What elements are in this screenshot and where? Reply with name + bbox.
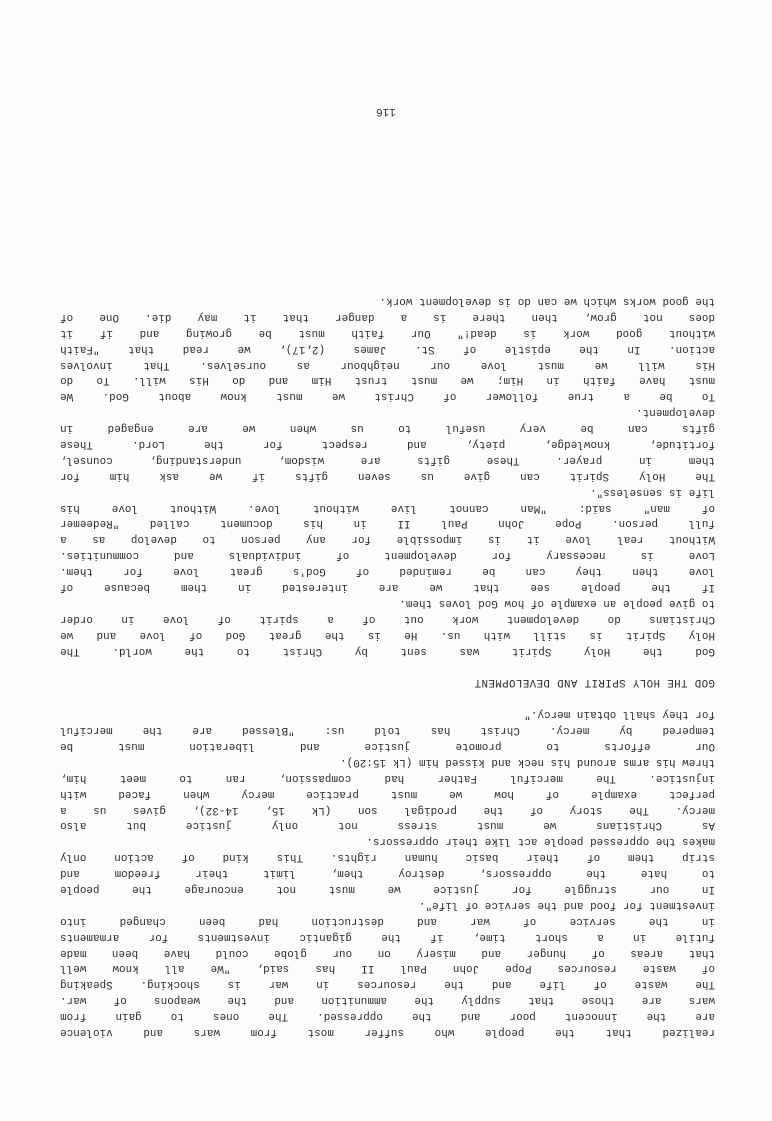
text-line: In our struggle for justice we must not encourage the people — [60, 882, 715, 895]
text-line: the good works which we can do is development work. — [379, 295, 715, 308]
text-line: injustice. The merciful Father had compassion, ran to meet him, — [60, 771, 715, 784]
text-line: for they shall obtain mercy." — [524, 708, 715, 721]
page-number: 116 — [376, 105, 396, 117]
text-line: love then they can be reminded of God's great love for them. — [60, 565, 715, 578]
text-line: futile in a short time, if the gigantic investments for armaments — [60, 930, 715, 943]
text-line: are the innocent poor and the oppressed. The ones to gain from — [60, 1010, 715, 1023]
body-text — [60, 292, 715, 1039]
text-line: wars are those that supply the ammunition and the weapons of war. — [60, 994, 715, 1007]
text-line: Our efforts to promote justice and liberation must be — [60, 739, 715, 752]
text-line: tempered by mercy. Christ has told us: "Blessed are the merciful — [60, 724, 715, 737]
text-line: To be a true follower of Christ we must know about God. We — [60, 390, 715, 403]
text-line: As Christians we must stress not only justice but also — [60, 819, 715, 832]
text-line: life is senseless". — [589, 485, 715, 498]
text-line: realized that the people who suffer most from wars and violence — [60, 1026, 715, 1038]
text-line: The waste of life and the resources in war is shocking. Speaking — [60, 978, 715, 991]
text-line: Without real love it is impossible for any person to develop as a — [60, 533, 715, 546]
text-line: fortitude, knowledge, piety, and respect for the Lord. These — [60, 438, 715, 451]
text-line: of man" said: "Man cannot live without love. Without love his — [60, 501, 715, 514]
text-line: makes the oppressed people act like their oppressors. — [366, 835, 715, 848]
text-line: does not grow, then there is a danger that it may die. One of — [60, 310, 715, 323]
text-line: to give people an example of how God loves them. — [399, 596, 715, 609]
text-line: action. In the epistle of St. James (2,17), we read that "Faith — [60, 342, 715, 355]
text-line: mercy. The story of the prodigal son (Lk 15, 14-32), gives us a — [60, 803, 715, 816]
text-line: Love is necessary for development of individuals and communities. — [60, 549, 715, 562]
text-line — [60, 658, 715, 674]
text-line — [60, 689, 715, 705]
text-line: strip them of their basic human rights. This kind of action only — [60, 851, 715, 864]
text-line: perfect example of how we must practice mercy when faced with — [60, 787, 715, 800]
text-line: that areas of hunger and misery on our globe could have been made — [60, 946, 715, 959]
text-line: His will we must love our neighbour as ourselves. That involves — [60, 358, 715, 371]
text-line: Holy Spirit is still with us. He is the great God of love and we — [60, 628, 715, 641]
text-line: to hate the oppressors, destroy them, limit their freedom and — [60, 867, 715, 880]
text-line: The Holy Spirit can give us seven gifts if we ask him for — [60, 469, 715, 482]
text-line: without good work is dead!" Our faith must be growing and if it — [60, 326, 715, 339]
text-line: investment for food and the service of life". — [418, 898, 715, 911]
text-line: development. — [636, 406, 715, 419]
text-line: If the people see that we are interested in them because of — [60, 581, 715, 594]
text-line: threw his arms around his neck and kissed him (Lk 15:20). — [339, 755, 715, 768]
text-line: of waste resources Pope John Paul II has said, "We all know well — [60, 962, 715, 975]
text-line: them in prayer. These gifts are wisdom, understanding, counsel, — [60, 453, 715, 466]
text-line: Christians do development work out of a spirit of love in order — [60, 612, 715, 625]
text-line: full person. Pope John Paul II in his document called "Redeemer — [60, 517, 715, 530]
text-line: gifts can be very useful to us when we are engaged in — [60, 422, 715, 435]
text-line: must have faith in Him; we must trust Him and do His will. To do — [60, 374, 715, 387]
text-line: in the service of war and destruction had been changed into — [60, 914, 715, 927]
section-heading: GOD THE HOLY SPIRIT AND DEVELOPMENT — [474, 676, 715, 689]
text-line: God the Holy Spirit was sent by Christ to the world. The — [60, 644, 715, 657]
